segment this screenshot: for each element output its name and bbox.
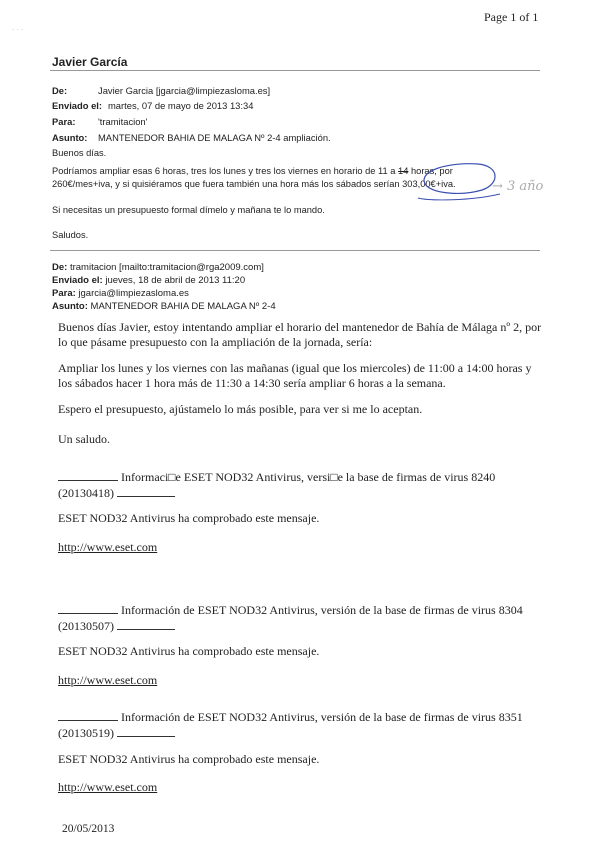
footer-date: 20/05/2013 — [62, 823, 115, 835]
original-paragraph-2-line-1: Ampliar los lunes y los viernes con las mañanas (igual que los miercoles) de 11:00 a 14:00 horas y — [58, 361, 532, 375]
eset-message: ESET NOD32 Antivirus ha comprobado este mensaje. — [58, 644, 320, 658]
page-number: Page 1 of 1 — [484, 10, 539, 24]
original-subject-row — [52, 301, 276, 312]
struck-text: 14 — [398, 166, 409, 176]
original-paragraph-1-line-2: lo que pásame presupuesto con la ampliación de la jornada, sería: — [58, 335, 373, 349]
reply-greeting: Buenos días. — [52, 148, 107, 158]
separator-line — [117, 736, 175, 737]
eset-link-wrap — [58, 540, 157, 555]
ink-circle — [424, 164, 495, 194]
header-label: Asunto: — [52, 301, 88, 312]
eset-link-wrap — [58, 780, 157, 795]
separator-line — [58, 480, 118, 481]
reply-closing: Saludos. — [52, 230, 89, 240]
handwritten-note: → 3 año — [492, 179, 544, 194]
eset-info-text: Información de ESET NOD32 Antivirus, versión de la base de firmas de virus 8304 — [121, 603, 523, 617]
reply-line-3: Si necesitas un presupuesto formal dímelo y mañana te lo mando. — [52, 205, 325, 215]
reply-text: 260€/mes+iva, y si quisiéramos que fuera también una hora más los sábados serían — [52, 179, 403, 189]
separator-line — [117, 629, 175, 630]
eset-date-line — [58, 726, 175, 741]
header-label: Enviado el: — [52, 100, 103, 111]
original-to-row — [52, 288, 189, 299]
divider — [50, 250, 540, 251]
original-paragraph-3: Espero el presupuesto, ajústamelo lo más posible, para ver si me lo aceptan. — [58, 402, 423, 416]
original-closing: Un saludo. — [58, 432, 110, 446]
sender-name: Javier García — [52, 55, 128, 69]
original-from-row — [52, 262, 264, 273]
eset-info-text: Informaci□e ESET NOD32 Antivirus, versi□e la base de firmas de virus 8240 — [121, 470, 496, 484]
eset-link[interactable]: http://www.eset.com — [58, 673, 158, 687]
separator-line — [117, 496, 175, 497]
header-label: Para: — [52, 116, 76, 127]
original-paragraph-2-line-2: los sábados hacer 1 hora más de 11:30 a 14:30 sería ampliar 6 horas a la semana. — [58, 376, 446, 390]
original-sent-row — [52, 275, 245, 286]
header-value: 'tramitacion' — [98, 116, 148, 127]
eset-link-wrap — [58, 673, 157, 688]
header-value: martes, 07 de mayo de 2013 13:34 — [108, 100, 254, 111]
eset-date-line — [58, 486, 175, 501]
eset-link[interactable]: http://www.eset.com — [58, 780, 158, 794]
eset-date: (20130507) — [58, 619, 114, 633]
header-label: De: — [52, 262, 68, 273]
reply-text: . — [453, 179, 456, 189]
header-value: jgarcia@limpiezasloma.es — [78, 288, 189, 299]
eset-link[interactable]: http://www.eset.com — [58, 540, 158, 554]
reply-text: Podríamos ampliar esas 6 horas, tres los lunes y tres los viernes en horario de 11 a — [52, 166, 399, 176]
header-label: De: — [52, 85, 68, 96]
header-value: MANTENEDOR BAHIA DE MALAGA Nº 2-4 — [90, 301, 276, 312]
header-label: Enviado el: — [52, 275, 103, 286]
header-value: jueves, 18 de abril de 2013 11:20 — [105, 275, 246, 286]
eset-date: (20130519) — [58, 726, 114, 740]
header-label: Asunto: — [52, 132, 88, 143]
ink-underline — [418, 194, 500, 200]
scan-speck: · · · — [12, 26, 24, 34]
eset-info-line — [58, 603, 523, 618]
header-value: tramitacion [mailto:tramitacion@rga2009.com] — [69, 262, 264, 273]
header-label: Para: — [52, 288, 76, 299]
separator-line — [58, 720, 118, 721]
reply-text: horas, por — [408, 166, 453, 176]
price-text: 303,00€+iva — [402, 179, 454, 189]
header-value: Javier Garcia [jgarcia@limpiezasloma.es] — [98, 85, 271, 96]
header-value: MANTENEDOR BAHIA DE MALAGA Nº 2-4 ampliación. — [98, 132, 331, 143]
eset-date-line — [58, 619, 175, 634]
eset-date: (20130418) — [58, 486, 114, 500]
separator-line — [58, 613, 118, 614]
eset-message: ESET NOD32 Antivirus ha comprobado este mensaje. — [58, 752, 320, 766]
eset-info-line — [58, 470, 495, 485]
eset-info-text: Información de ESET NOD32 Antivirus, versión de la base de firmas de virus 8351 — [121, 710, 523, 724]
eset-info-line — [58, 710, 523, 725]
eset-message: ESET NOD32 Antivirus ha comprobado este mensaje. — [58, 511, 320, 525]
original-paragraph-1-line-1: Buenos días Javier, estoy intentando ampliar el horario del mantenedor de Bahía de Málaga nº 2, por — [58, 320, 542, 334]
